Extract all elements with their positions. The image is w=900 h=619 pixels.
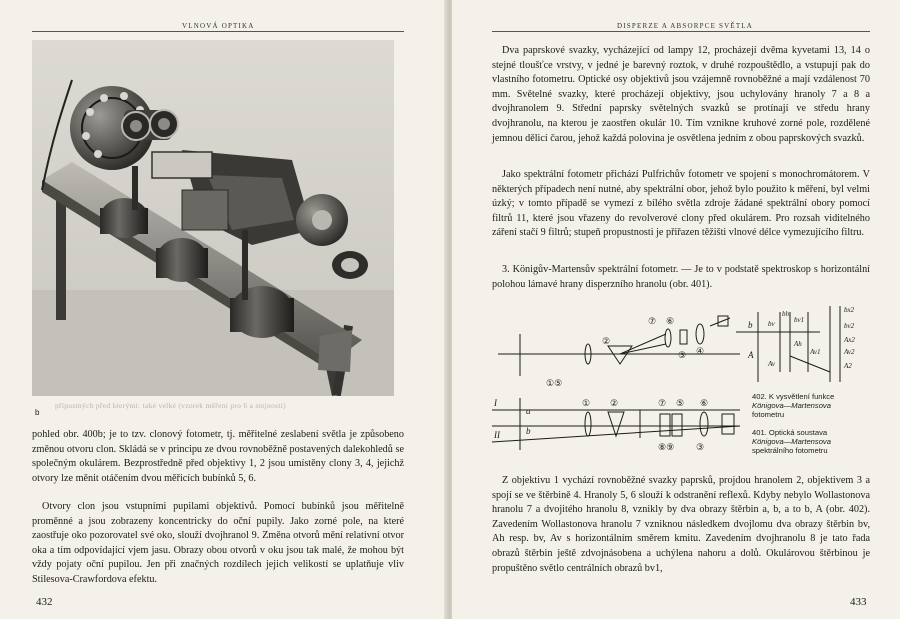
fig402-bv: bv [768,320,775,328]
running-head-rule [32,31,404,32]
fig402-A2: A2 [844,362,852,370]
fig402-b: b [748,320,753,330]
label-4: ④ [696,346,705,356]
fig402-A: A [748,350,754,360]
figure-401-caption [752,428,870,455]
label-15: ①⑤ [546,378,563,388]
page-number-right: 433 [850,596,867,608]
figure-401-name: Königova—Martensova [752,437,831,446]
figure-402-name: Königova—Martensova [752,401,831,410]
fig402-Ax2: Ax2 [844,336,855,344]
label-7b: ⑦ [658,398,667,408]
left-paragraph-1: pohled obr. 400b; je to tzv. clonový fotometr, tj. měřitelné zeslabení světla je způsobeno změnou otvoru clon. Skládá se v principu ze dvou rovnoběžně postavených dalekohledů se společným okulárem. Bezprostředně před objektivy 1, 2 jsou umístěny clony 3, 4, jejichž otvory lze měnit otáčením dvou měřicích bubínků 5, 6. [32,429,404,484]
photometer-photograph [32,40,394,396]
label-1: ① [582,398,591,408]
fig402-bv2: bv2 [844,322,855,330]
label-3: ③ [678,350,687,360]
fig402-Av2: Av2 [844,348,855,356]
page-number-left: 432 [36,596,53,608]
running-head-right: DISPERZE A ABSORPCE SVĚTLA [617,22,754,30]
ray-II: II [494,430,500,440]
fig402-Av: Av [768,360,775,368]
left-paragraph-2: Otvory clon jsou vstupními pupilami objektivů. Pomocí bubínků jsou měřitelně proměnné a jsou zobrazeny koncentricky do oční pupily. Jako zorné pole, na které zaostřuje oko pozorovatel své oko, slouží dvojhranol 9. Změna otvorů mění relativní otvor oka a tím odpovídající vjem jasu. Obrazy obou otvorů v oku jsou tak malé, že mohou být vždy pojaty oční pupilou. Jen při značných rozdílech jejich velikostí se uplatňuje vliv Stilesova-Crawfordova efektu. [32,501,404,585]
right-page [452,0,900,619]
figure-402-tail: fotometru [752,410,785,419]
figure-402-caption [752,392,870,419]
label-2b: ② [610,398,619,408]
photo-label-b: b [35,408,40,417]
label-3b: ③ [696,442,705,452]
label-7: ⑦ [648,316,657,326]
figure-401-tail: spektrálního fotometru [752,446,828,455]
right-paragraph-1: Dva paprskové svazky, vycházející od lampy 12, procházejí dvěma kyvetami 13, 14 o stejné tloušťce vrstvy, v jedné je barevný roztok, v druhé rozpouštědlo, a vstupují pak do vlastního fotometru. Optické osy objektivů jsou vzájemně rovnoběžné a mají vzdálenost 70 mm. Světelné svazky, které procházejí objektivy, jsou uchylovány hranoly 7 a 8 a dvojhranolem 9. Střední paprsky světelných svazků se protínají ve středu hrany dvojhranolu, na kterou je zaostřen okulár 10. Tím vznikne kruhové zorné pole, rozdělené jemnou dělicí čarou, jehož každá polovina je osvětlena jedním z obou paprskových svazků. [492,45,870,144]
bleed-through-text: přípustných před kterými: také velké (vzorek měření pro 6 a stejnosti) [55,401,286,410]
figure-402-number: 402. [752,392,767,401]
fig402-Av1: Av1 [810,348,821,356]
running-head-rule [492,31,870,32]
running-head-left: VLNOVÁ OPTIKA [182,22,255,30]
slit-a: a [526,406,531,416]
fig402-bx2: bx2 [844,306,855,314]
label-6b: ⑥ [700,398,709,408]
fig402-bh: bh [782,310,789,318]
fig402-bv1: bv1 [794,316,805,324]
label-5: ⑤ [676,398,685,408]
right-paragraph-4: Z objektivu 1 vychází rovnoběžné svazky paprsků, projdou hranolem 2, objektivem 3 a spojí se ve štěrbině 4. Hranoly 5, 6 slouží k odstranění reflexů. Kdyby nebylo Wollastonova hranolu 7 a dvojitého hranolu 8, vznikly by dva obrazy štěrbin a, b, a to b, A (obr. 402). Zavedením Wollastonova hranolu 7 vzniknou následkem dvojlomu dva obrazy štěrbin bv, Ah resp. bv, Av s horizontálním směrem kmitu. Zavedením dvojhranolu 8 je tato řada obrazů štěrbin ještě zdvojnásobena a uchýlena nahoru a dolů. Okulárovou štěrbinou je propuštěno světlo centrálních obrazů bv1, [492,475,870,574]
label-2: ② [602,336,611,346]
slit-b: b [526,426,531,436]
label-6: ⑥ [666,316,675,326]
figure-401-number: 401. [752,428,767,437]
label-89: ⑧⑨ [658,442,675,452]
right-paragraph-2: Jako spektrální fotometr přichází Pulfrichův fotometr ve spojení s monochromátorem. V některých případech není nutné, aby spektrální obor, jehož bylo použito k měření, byl velmi úzký; v tomto případě se vymezí z bílého světla zdroje žádané spektrální obory pomocí filtrů 11, které jsou vřazeny do revolverové clony před okulárem. Pro rozsah viditelného záření stačí 9 filtrů; stupeň propustnosti je přiřazen těžišti vlnové délce vymezujícího filtru. [492,169,870,239]
fig402-Ah: Ah [794,340,802,348]
figure-401-text: Optická soustava [768,428,828,437]
ray-I: I [494,398,497,408]
left-page [0,0,448,619]
figure-402-text: K vysvětlení funkce [768,392,835,401]
right-paragraph-3: 3. Königův-Martensův spektrální fotometr. — Je to v podstatě spektroskop s horizontální polohou lámavé hrany disperzního hranolu (obr. 401). [492,264,870,290]
